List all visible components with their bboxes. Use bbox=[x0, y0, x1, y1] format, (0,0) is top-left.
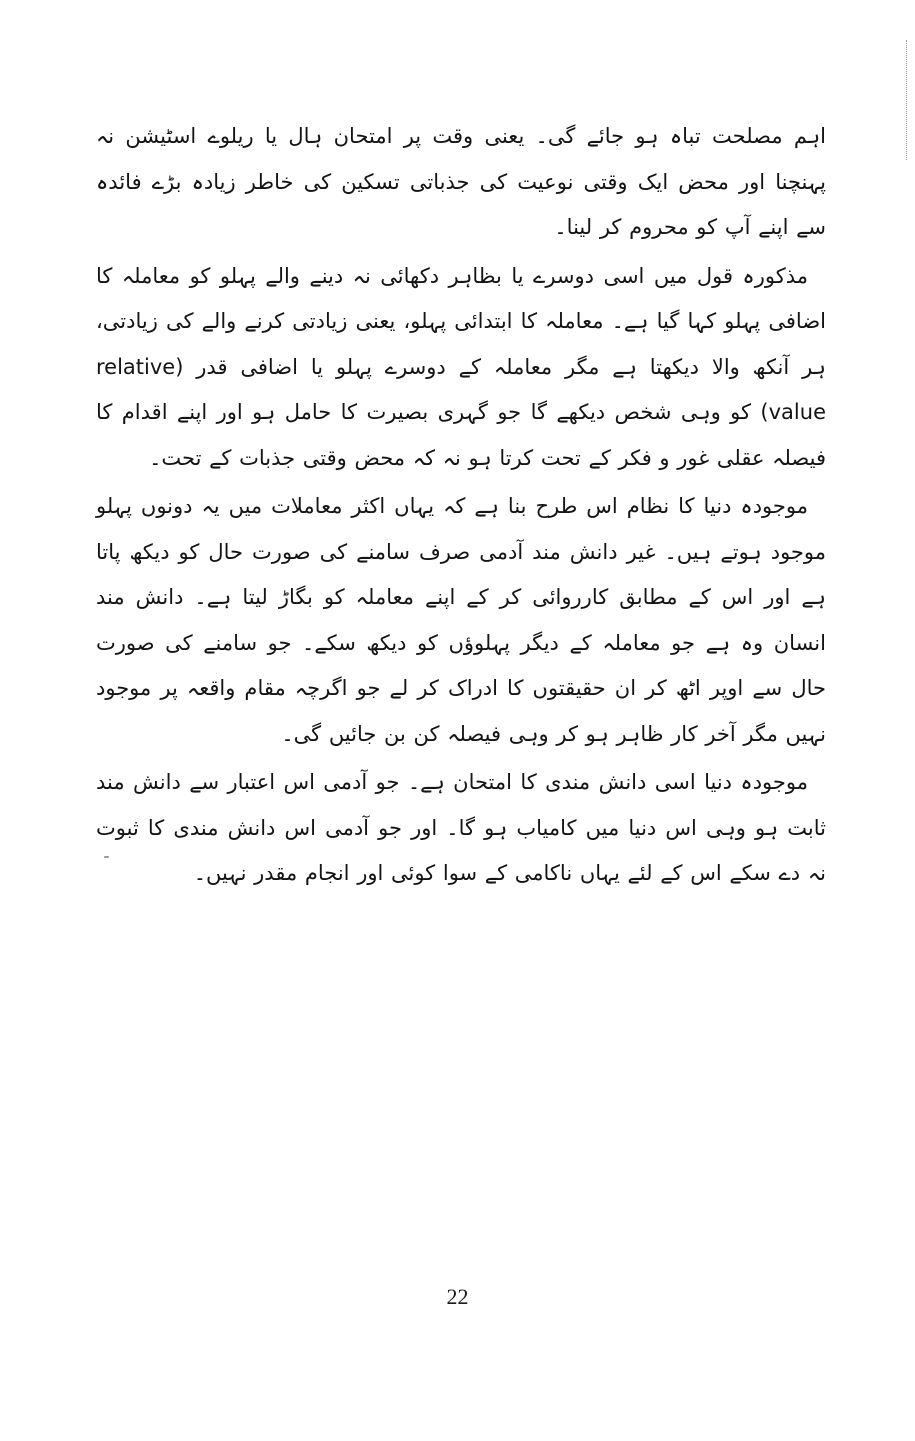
paragraph-4: موجودہ دنیا اسی دانش مندی کا امتحان ہے۔ جو آدمی اس اعتبار سے دانش مند ثابت ہو وہی اس دنیا میں کامیاب ہو گا۔ اور جو آدمی اس دانش مندی کا ثبوت نہ دے سکے اس کے لئے یہاں ناکامی کے سوا کوئی اور انجام مقدر نہیں۔ bbox=[96, 770, 826, 885]
paragraph-3: موجودہ دنیا کا نظام اس طرح بنا ہے کہ یہاں اکثر معاملات میں یہ دونوں پہلو موجود ہوتے ہیں۔ غیر دانش مند آدمی صرف سامنے کی صورت حال کو دیکھ پاتا ہے اور اس کے مطابق کارروائی کر کے اپنے معاملہ کو بگاڑ لیتا ہے۔ دانش مند انسان وہ ہے جو معاملہ کے دیگر پہلوؤں کو دیکھ سکے۔ جو سامنے کی صورت حال سے اوپر اٹھ کر ان حقیقتوں کا ادراک کر لے جو اگرچہ مقام واقعہ پر موجود نہیں مگر آخر کار ظاہر ہو کر وہی فیصلہ کن بن جائیں گی۔ bbox=[96, 494, 826, 746]
page-number: 22 bbox=[446, 1284, 469, 1309]
body-text bbox=[96, 114, 826, 900]
page-edge-mark bbox=[906, 40, 908, 160]
paragraph-2: مذکورہ قول میں اسی دوسرے یا بظاہر دکھائی نہ دینے والے پہلو کو معاملہ کا اضافی پہلو کہا گیا ہے۔ معاملہ کا ابتدائی پہلو، یعنی زیادتی کرنے والے کی زیادتی، ہر آنکھ والا دیکھتا ہے مگر معاملہ کے دوسرے پہلو یا اضافی قدر (relative value) کو وہی شخص دیکھے گا جو گہری بصیرت کا حامل ہو اور اپنے اقدام کا فیصلہ عقلی غور و فکر کے تحت کرتا ہو نہ کہ محض وقتی جذبات کے تحت۔ bbox=[96, 263, 826, 470]
paragraph-1: اہم مصلحت تباہ ہو جائے گی۔ یعنی وقت پر امتحان ہال یا ریلوے اسٹیشن نہ پہنچنا اور محض ایک وقتی نوعیت کی جذباتی تسکین کی خاطر زیادہ بڑے فائدہ سے اپنے آپ کو محروم کر لینا۔ bbox=[96, 124, 826, 239]
